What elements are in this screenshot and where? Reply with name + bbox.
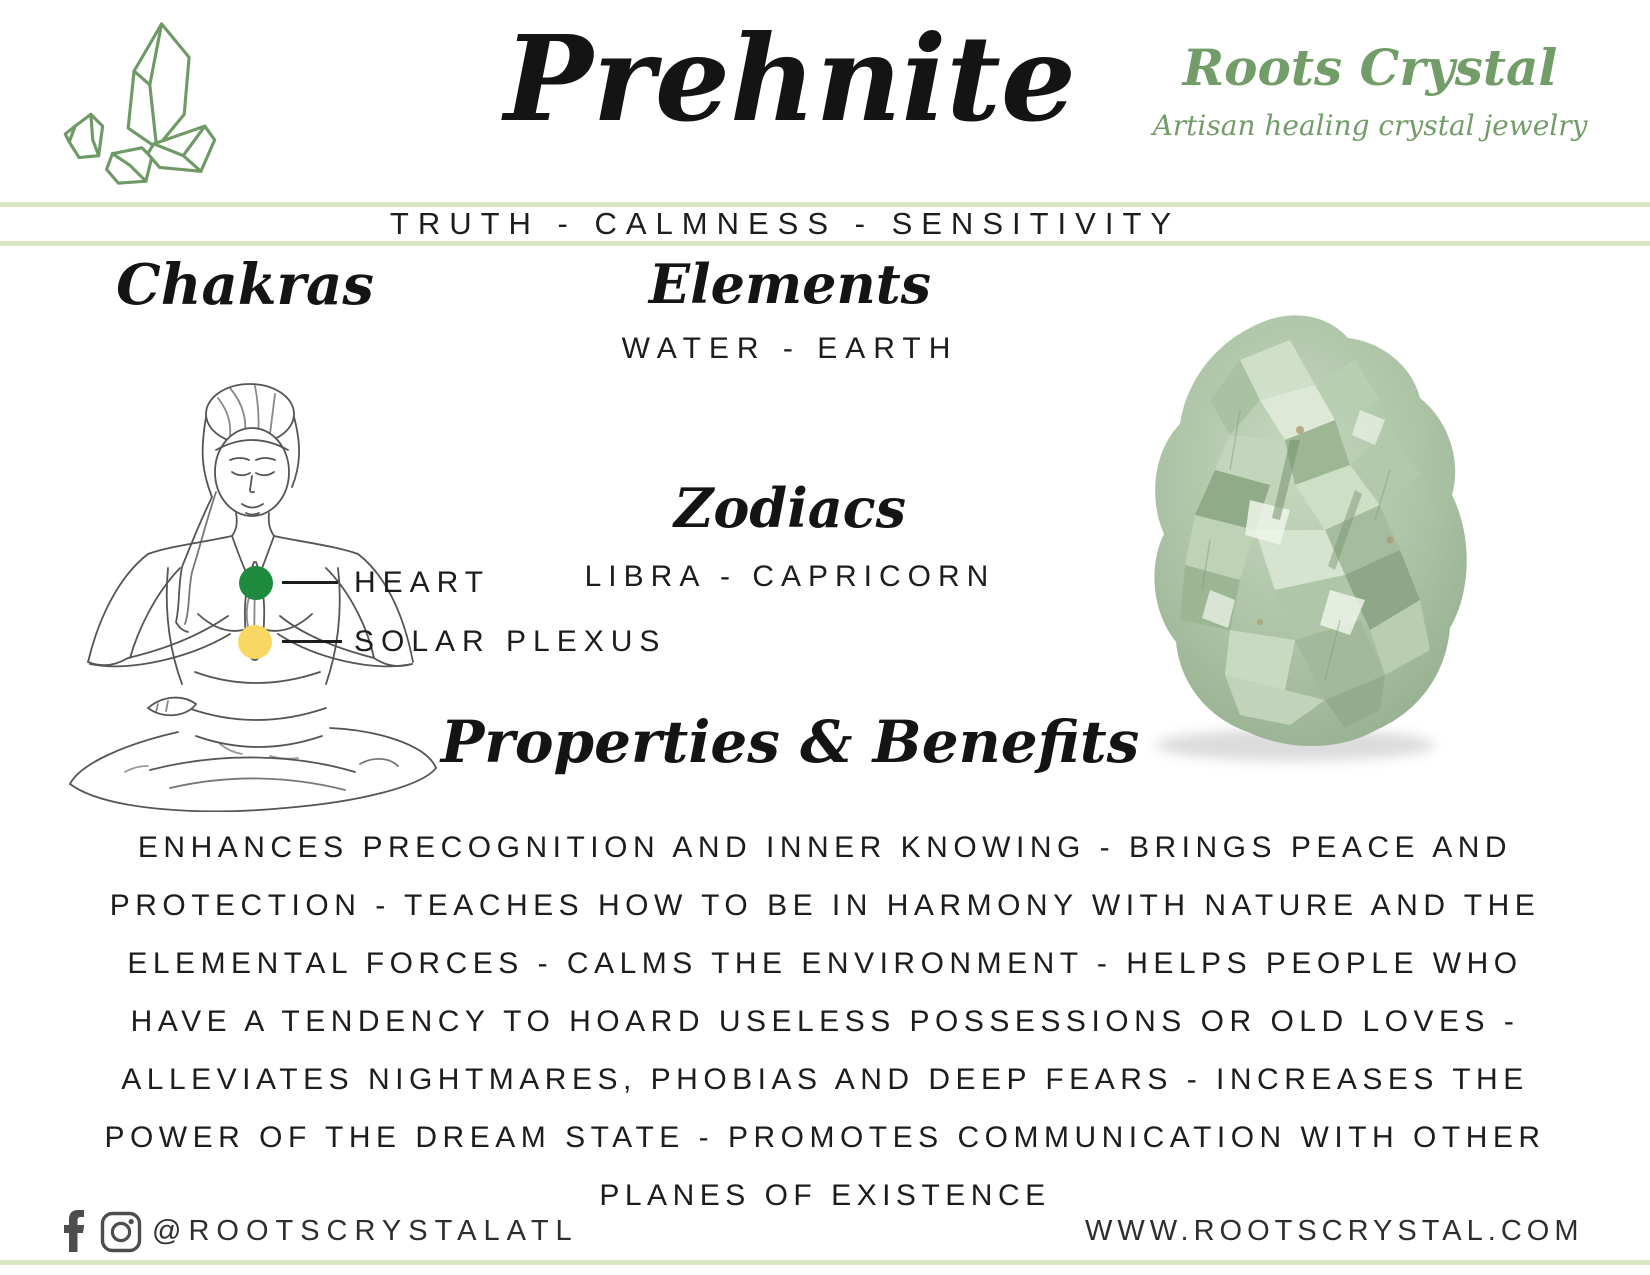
properties-line: HAVE A TENDENCY TO HOARD USELESS POSSESSIONS OR OLD LOVES -	[130, 1005, 1520, 1038]
page-title: Prehnite	[504, 9, 1076, 148]
elements-heading: Elements	[648, 252, 932, 316]
properties-line: ALLEVIATES NIGHTMARES, PHOBIAS AND DEEP FEARS - INCREASES THE	[121, 1063, 1529, 1096]
chakras-heading: Chakras	[116, 252, 374, 318]
zodiacs-heading: Zodiacs	[674, 476, 906, 540]
keywords-bottom-divider	[0, 241, 1650, 246]
properties-heading: Properties & Benefits	[440, 708, 1140, 776]
properties-line: ENHANCES PRECOGNITION AND INNER KNOWING - BRINGS PEACE AND	[137, 831, 1513, 864]
properties-line: PLANES OF EXISTENCE	[599, 1179, 1051, 1212]
brand-tagline: Artisan healing crystal jewelry	[1152, 109, 1588, 142]
heart-chakra-dot	[239, 566, 273, 600]
properties-text	[0, 819, 1650, 1225]
zodiacs-value: LIBRA - CAPRICORN	[584, 560, 996, 593]
heart-leader-line	[282, 581, 338, 584]
elements-value: WATER - EARTH	[621, 332, 959, 365]
properties-line: PROTECTION - TEACHES HOW TO BE IN HARMONY WITH NATURE AND THE	[109, 889, 1541, 922]
crystal-logo-icon	[58, 20, 218, 192]
keywords-text: TRUTH - CALMNESS - SENSITIVITY	[389, 206, 1181, 241]
instagram-icon	[100, 1211, 142, 1253]
website-url: WWW.ROOTSCRYSTAL.COM	[1085, 1215, 1584, 1247]
properties-line: ELEMENTAL FORCES - CALMS THE ENVIRONMENT - HELPS PEOPLE WHO	[127, 947, 1523, 980]
solar-plexus-leader-line	[282, 640, 342, 643]
social-handle: @ROOTSCRYSTALATL	[152, 1215, 579, 1247]
solar-plexus-label: SOLAR PLEXUS	[354, 625, 667, 658]
heart-label: HEART	[354, 566, 491, 599]
prehnite-photo	[1090, 290, 1500, 780]
solar-plexus-chakra-dot	[238, 625, 272, 659]
bottom-divider	[0, 1260, 1650, 1265]
facebook-icon	[62, 1208, 88, 1254]
properties-line: POWER OF THE DREAM STATE - PROMOTES COMMUNICATION WITH OTHER	[104, 1121, 1546, 1154]
brand-name: Roots Crystal	[1182, 38, 1558, 97]
brand-block	[1150, 38, 1590, 142]
